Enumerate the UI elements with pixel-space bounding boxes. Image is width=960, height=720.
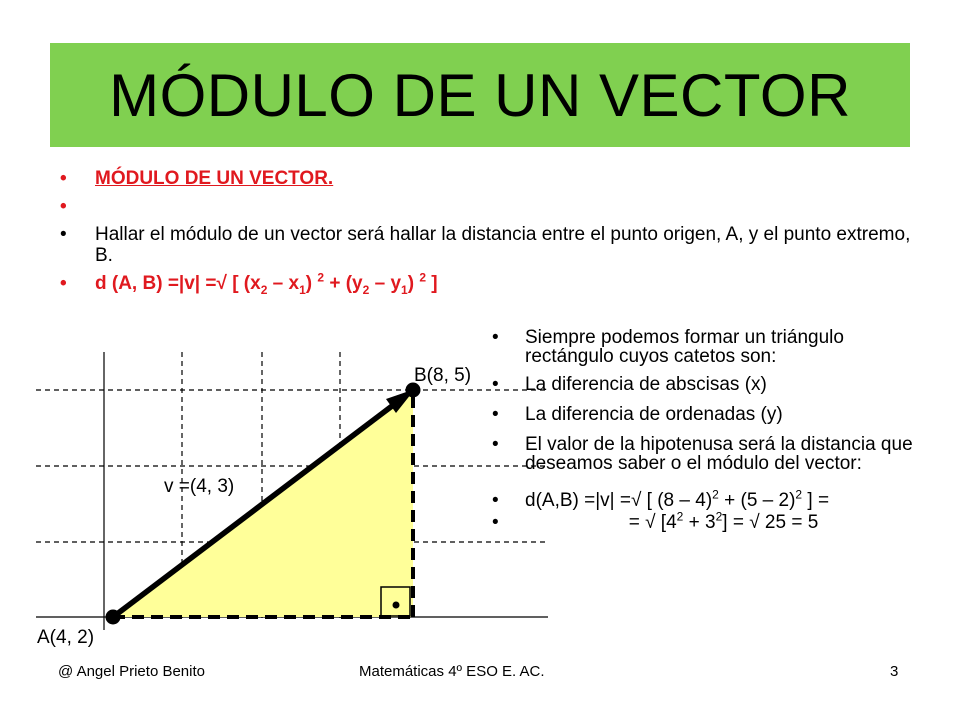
side-bullet (492, 405, 922, 426)
bullet-dot: • (60, 196, 67, 217)
calc-sup: 2 (715, 509, 723, 524)
formula-part: d (A, B) =|v| =√ [ (x (95, 273, 261, 294)
calc-line-2 (628, 509, 819, 533)
side-text: La diferencia de abscisas (x) (525, 374, 767, 395)
bullet-dot: • (492, 374, 499, 395)
calc-part: ] = √ 25 = 5 (722, 512, 819, 533)
formula-sub: 2 (362, 282, 370, 297)
side-bullet (492, 435, 922, 473)
side-text: La diferencia de ordenadas (y) (525, 404, 783, 425)
footer-author: @ Angel Prieto Benito (58, 663, 205, 680)
calc-part: ] = (802, 490, 830, 511)
side-bullet (492, 328, 922, 366)
side-text: Siempre podemos formar un triángulo rectángulo cuyos catetos son: (525, 327, 844, 367)
bullet-dot: • (492, 327, 499, 348)
calc-sup: 2 (712, 487, 719, 502)
formula-part: – y (369, 273, 402, 294)
formula-sub: 1 (299, 282, 306, 297)
bullet-dot: • (492, 512, 499, 533)
formula-part: ] (426, 273, 438, 294)
side-bullets (492, 328, 922, 543)
vector-label: v =(4, 3) (164, 476, 235, 497)
point-a-label: A(4, 2) (37, 627, 95, 648)
bullet-dot: • (492, 434, 499, 455)
calc-part: = √ [4 (628, 512, 677, 533)
formula-part: – x (267, 273, 300, 294)
calc-sup: 2 (676, 509, 684, 524)
description-text: Hallar el módulo de un vector será hallar la distancia entre el punto origen, A, y el punto extremo, B. (95, 224, 911, 266)
bullet-dot: • (60, 168, 67, 189)
footer-page-number: 3 (890, 663, 899, 680)
calc-sup: 2 (795, 487, 803, 502)
calc-line-1 (525, 487, 830, 511)
formula-sub: 1 (401, 282, 408, 297)
calc-part: + (5 – 2) (718, 490, 796, 511)
formula-part: ) (305, 273, 313, 294)
formula-sup: 2 (419, 270, 427, 285)
calc-part: d(A,B) =|v| =√ [ (8 – 4) (525, 490, 713, 511)
section-heading: MÓDULO DE UN VECTOR. (95, 168, 334, 189)
footer-course: Matemáticas 4º ESO E. AC. (359, 663, 545, 680)
side-text: El valor de la hipotenusa será la distancia que deseamos saber o el módulo del vector: (525, 434, 913, 474)
side-bullet-calc1 (492, 487, 922, 512)
formula-sup: 2 (317, 270, 325, 285)
point-a-marker (106, 610, 121, 625)
right-angle-dot (393, 602, 400, 609)
formula-part: ) (407, 273, 415, 294)
bullet-dot: • (60, 224, 67, 245)
bullet-dot: • (492, 404, 499, 425)
calc-part: + 3 (683, 512, 716, 533)
point-b-label: B(8, 5) (414, 365, 472, 386)
formula-part: + (y (324, 273, 363, 294)
formula-sub: 2 (260, 282, 268, 297)
side-bullet (492, 375, 922, 396)
bullet-dot: • (492, 490, 499, 511)
slide-title: MÓDULO DE UN VECTOR (109, 61, 851, 129)
bullet-dot: • (60, 273, 67, 294)
side-bullet-calc2 (492, 509, 922, 534)
